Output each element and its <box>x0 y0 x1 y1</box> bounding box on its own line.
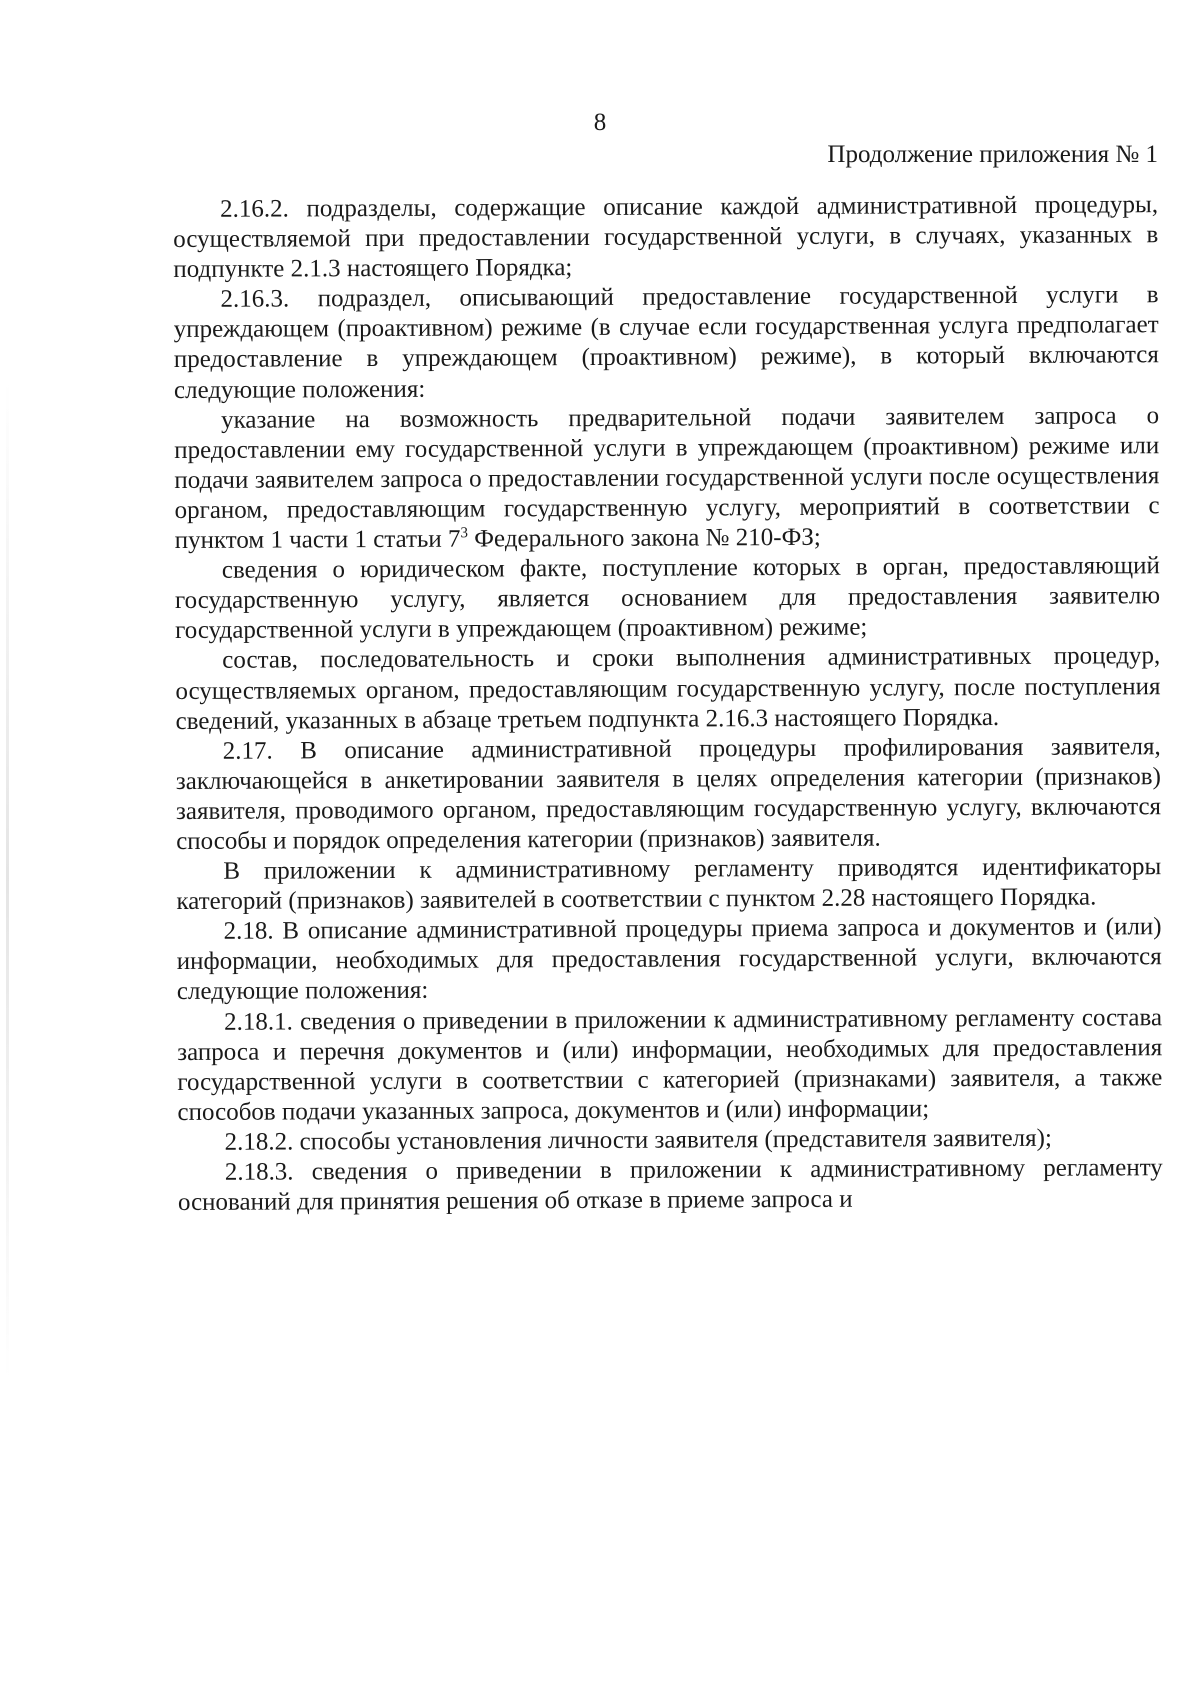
scan-shadow <box>6 380 9 1380</box>
article-superscript: 3 <box>460 525 469 542</box>
paragraph-2-16-2: 2.16.2. подразделы, содержащие описание каждой административной процедуры, осуществляемой при предоставлении государственной услуги, в случаях, указанных в подпункте 2.1.3 настоящего Порядка; <box>173 191 1159 284</box>
document-body <box>173 190 1163 1218</box>
paragraph-advance-request-tail: Федерального закона № 210-ФЗ; <box>467 523 821 553</box>
paragraph-2-18-1: 2.18.1. сведения о приведении в приложении к административному регламенту состава запроса и перечня документов и (или) информации, необходимых для предоставления государственной услуги в соответствии с категорией (признаками) заявителя, а также способов подачи указанных запроса, документов и (или) информации; <box>177 1003 1163 1126</box>
paragraph-legal-fact: сведения о юридическом факте, поступление которых в орган, предоставляющий государственную услугу, является основанием для предоставления заявителю государственной услуги в упреждающем (проактивном) режиме; <box>174 552 1161 645</box>
paragraph-advance-request <box>174 401 1160 556</box>
paragraph-advance-request-text: указание на возможность предварительной подачи заявителем запроса о предоставлении ему государственной услуги в упреждающем (проактивном) режиме или подачи заявителем запроса о предоставлении государственной услуги после осуществления органом, предоставляющим государственную услугу, мероприятий в соответствии с пунктом 1 части 1 статьи 7 <box>174 401 1160 555</box>
paragraph-procedure-composition: состав, последовательность и сроки выполнения административных процедур, осуществляемых органом, предоставляющим государственную услугу, после поступления сведений, указанных в абзаце третьем подпункта 2.16.3 настоящего Порядка. <box>175 642 1161 735</box>
paragraph-2-18-3: 2.18.3. сведения о приведении в приложении к административному регламенту оснований для принятия решения об отказе в приеме запроса и <box>177 1154 1163 1217</box>
appendix-continuation-header: Продолжение приложения № 1 <box>827 141 1158 168</box>
paragraph-2-17: 2.17. В описание административной процедуры профилирования заявителя, заключающейся в анкетировании заявителя в целях определения категории (признаков) заявителя, проводимого органом, предоставляющим государственную услугу, включаются способы и порядок определения категории (признаков) заявителя. <box>175 732 1162 855</box>
paragraph-2-16-3: 2.16.3. подраздел, описывающий предоставление государственной услуги в упреждающем (проактивном) режиме (в случае если государственная услуга предполагает предоставление в упреждающем (проактивном) режиме), в который включаются следующие положения: <box>173 281 1159 404</box>
page-number: 8 <box>593 109 607 136</box>
paragraph-2-18-2: 2.18.2. способы установления личности заявителя (представителя заявителя); <box>224 1124 1052 1156</box>
paragraph-identifiers: В приложении к административному регламенту приводятся идентификаторы категорий (признаков) заявителей в соответствии с пунктом 2.28 настоящего Порядка. <box>176 853 1162 916</box>
paragraph-2-18: 2.18. В описание административной процедуры приема запроса и документов и (или) информации, необходимых для предоставления государственной услуги, включаются следующие положения: <box>176 913 1162 1006</box>
